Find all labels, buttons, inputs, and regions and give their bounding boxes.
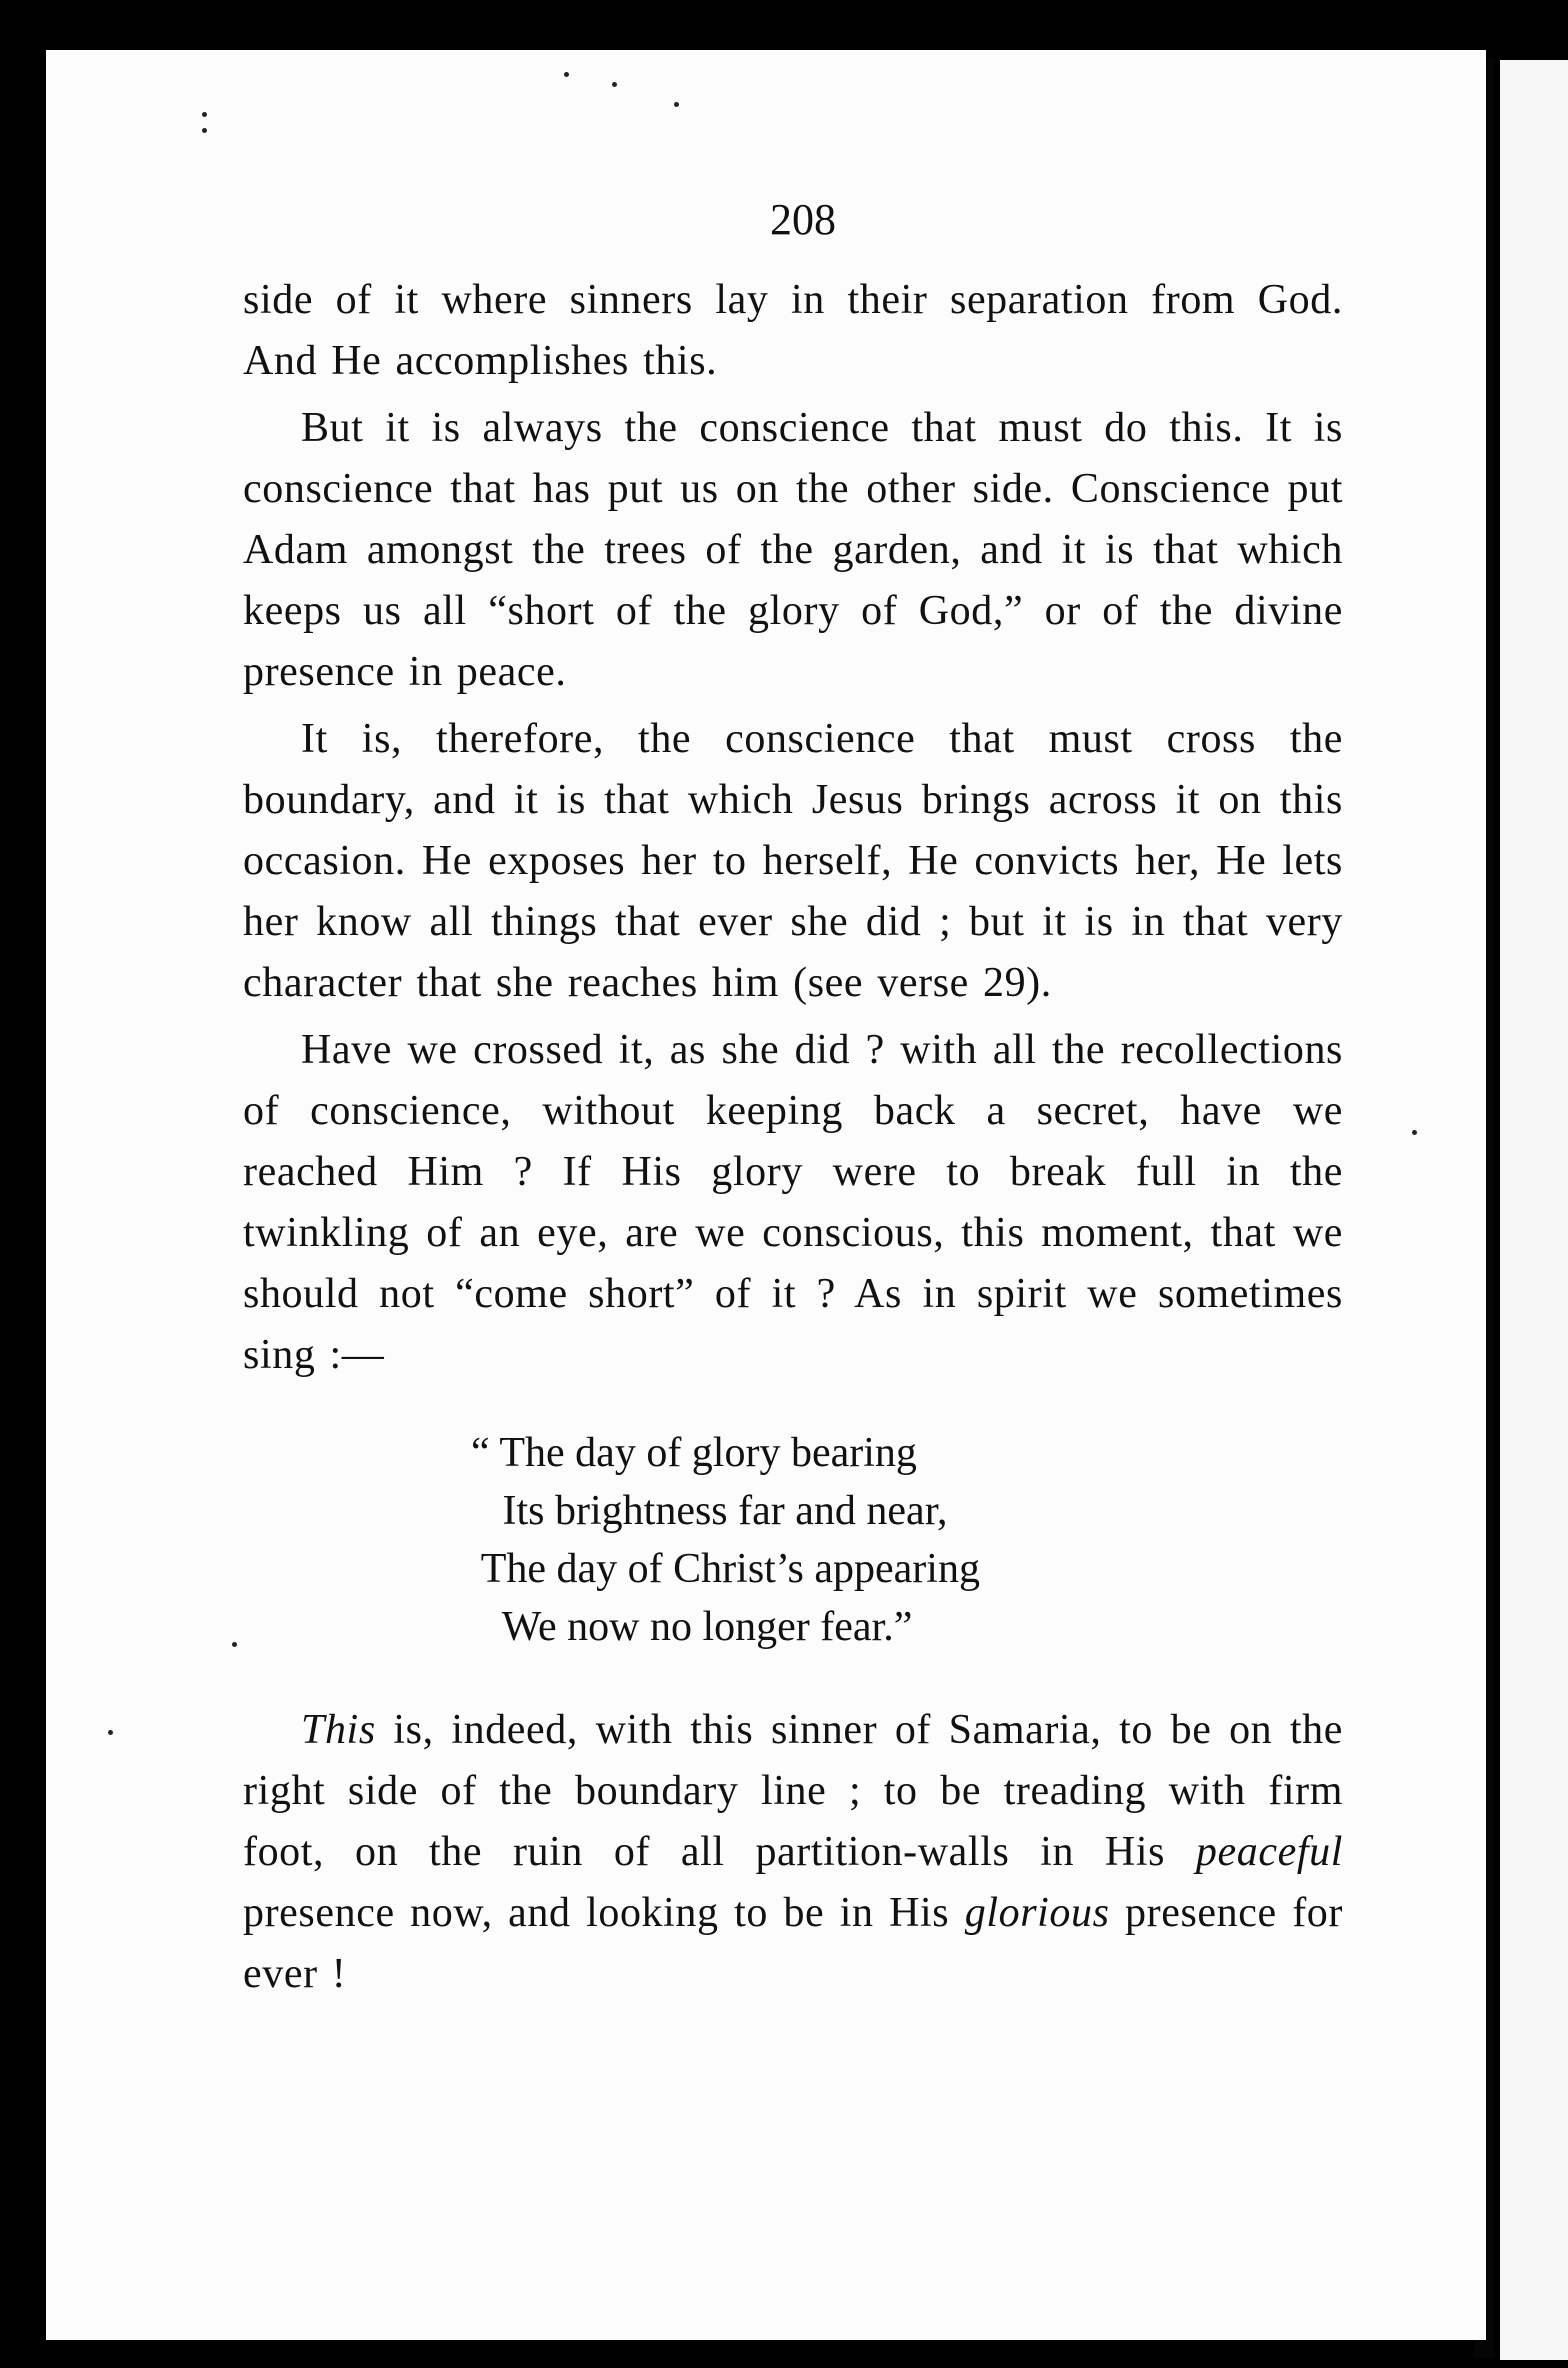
paragraph: [243, 709, 1343, 1014]
closing-text: presence for ever !: [243, 1890, 1343, 1997]
page-speck: [612, 82, 617, 87]
emphasis-this: This: [301, 1707, 376, 1753]
adjacent-page-edge: [1500, 60, 1568, 2360]
verse-line: The day of Christ’s appearing: [471, 1546, 980, 1592]
page-speck: [564, 72, 569, 77]
paragraph-text: It is, therefore, the conscience that must cross the boundary, and it is that which Jesus brings across it on this occasion. He exposes her to herself, He convicts her, He lets her know all things that ever she did ; but it is in that very character that she reaches him (see verse 29).: [243, 716, 1343, 1006]
page-speck: [202, 128, 207, 133]
paragraph-text: But it is always the conscience that must do this. It is conscience that has put us on the other side. Conscience put Adam amongst the trees of the garden, and it is that which keeps us all “short of the glory of God,” or of the divine presence in peace.: [243, 405, 1343, 695]
paragraph: [243, 1020, 1343, 1386]
emphasis-peaceful: peaceful: [1195, 1829, 1343, 1875]
closing-paragraph: [243, 1700, 1343, 2005]
hymn-verse: [471, 1424, 1343, 1656]
page-text: [243, 190, 1343, 2011]
verse-line: We now no longer fear.”: [471, 1604, 913, 1650]
verse-line: Its brightness far and near,: [471, 1488, 948, 1534]
page-speck: [1412, 1130, 1417, 1135]
page-speck: [202, 112, 207, 117]
emphasis-glorious: glorious: [964, 1890, 1110, 1936]
closing-text: presence now, and looking to be in His: [243, 1890, 965, 1936]
page-speck: [674, 102, 679, 107]
page-number: 208: [770, 195, 836, 244]
page-speck: [232, 1642, 237, 1647]
paragraph: side of it where sinners lay in their separation from God. And He accomplishes this.: [243, 277, 1343, 384]
verse-line: “ The day of glory bearing: [471, 1430, 917, 1476]
paragraph: [243, 398, 1343, 703]
paragraph-text: Have we crossed it, as she did ? with all the recollections of conscience, without keeping back a secret, have we reached Him ? If His glory were to break full in the twinkling of an eye, are we conscious, this moment, that we should not “come short” of it ? As in spirit we sometimes sing :—: [243, 1027, 1343, 1378]
page-speck: [108, 1730, 113, 1735]
closing-text: is, indeed, with this sinner of Samaria, to be on the right side of the boundary line ; to be treading with firm foot, on the ruin of all partition-walls in His: [243, 1707, 1343, 1875]
